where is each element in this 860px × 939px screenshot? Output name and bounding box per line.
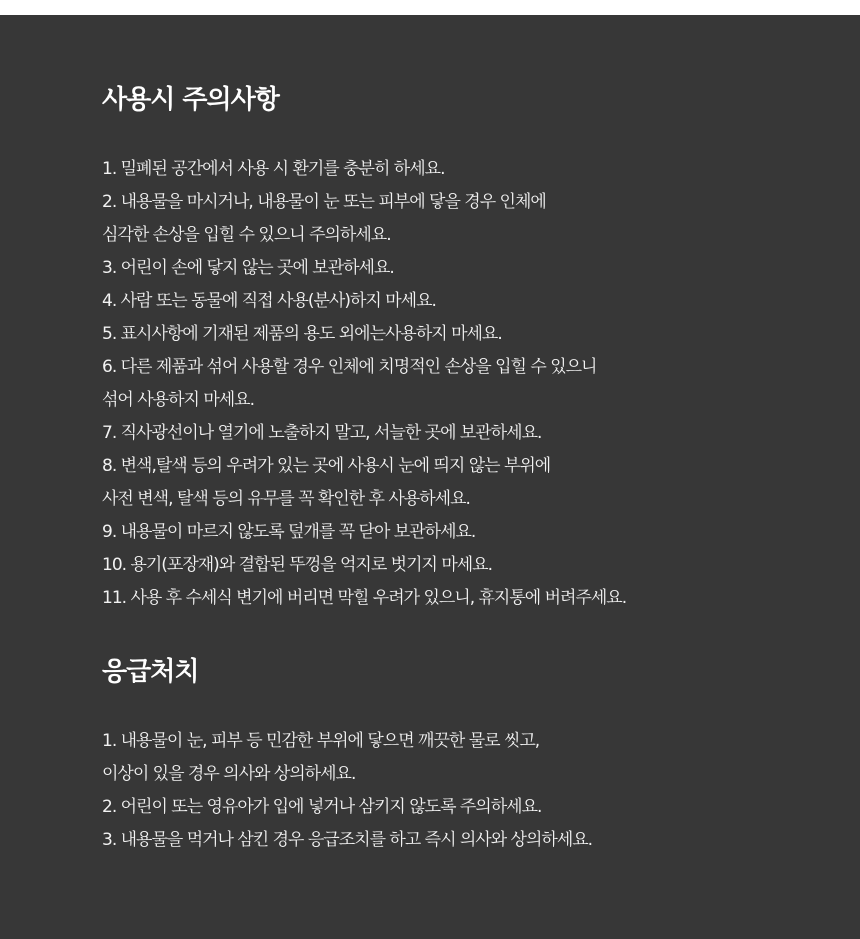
cautions-line: 사전 변색, 탈색 등의 유무를 꼭 확인한 후 사용하세요. — [102, 489, 470, 509]
emergency-line: 1. 내용물이 눈, 피부 등 민감한 부위에 닿으면 깨끗한 물로 씻고, — [102, 731, 540, 751]
cautions-line: 8. 변색,탈색 등의 우려가 있는 곳에 사용시 눈에 띄지 않는 부위에 — [102, 456, 551, 476]
emergency-list — [102, 725, 822, 857]
cautions-line: 섞어 사용하지 마세요. — [102, 390, 255, 410]
cautions-line: 1. 밀폐된 공간에서 사용 시 환기를 충분히 하세요. — [102, 159, 445, 179]
cautions-line: 3. 어린이 손에 닿지 않는 곳에 보관하세요. — [102, 258, 394, 278]
cautions-line: 10. 용기(포장재)와 결합된 뚜껑을 억지로 벗기지 마세요. — [102, 555, 492, 575]
cautions-section — [102, 83, 822, 615]
cautions-line: 심각한 손상을 입힐 수 있으니 주의하세요. — [102, 225, 391, 245]
cautions-line: 2. 내용물을 마시거나, 내용물이 눈 또는 피부에 닿을 경우 인체에 — [102, 192, 546, 212]
emergency-line: 이상이 있을 경우 의사와 상의하세요. — [102, 764, 356, 784]
cautions-line: 11. 사용 후 수세식 변기에 버리면 막힐 우려가 있으니, 휴지통에 버려주세요. — [102, 588, 627, 608]
cautions-list — [102, 153, 822, 615]
cautions-title: 사용시 주의사항 — [102, 85, 279, 115]
cautions-line: 4. 사람 또는 동물에 직접 사용(분사)하지 마세요. — [102, 291, 436, 311]
content-panel — [0, 15, 860, 939]
emergency-title: 응급처치 — [102, 657, 199, 687]
emergency-line: 3. 내용물을 먹거나 삼킨 경우 응급조치를 하고 즉시 의사와 상의하세요. — [102, 830, 593, 850]
cautions-line: 6. 다른 제품과 섞어 사용할 경우 인체에 치명적인 손상을 입힐 수 있으니 — [102, 357, 597, 377]
emergency-line: 2. 어린이 또는 영유아가 입에 넣거나 삼키지 않도록 주의하세요. — [102, 797, 542, 817]
emergency-section — [102, 655, 822, 857]
cautions-line: 9. 내용물이 마르지 않도록 덮개를 꼭 닫아 보관하세요. — [102, 522, 476, 542]
cautions-line: 5. 표시사항에 기재된 제품의 용도 외에는사용하지 마세요. — [102, 324, 502, 344]
cautions-line: 7. 직사광선이나 열기에 노출하지 말고, 서늘한 곳에 보관하세요. — [102, 423, 542, 443]
